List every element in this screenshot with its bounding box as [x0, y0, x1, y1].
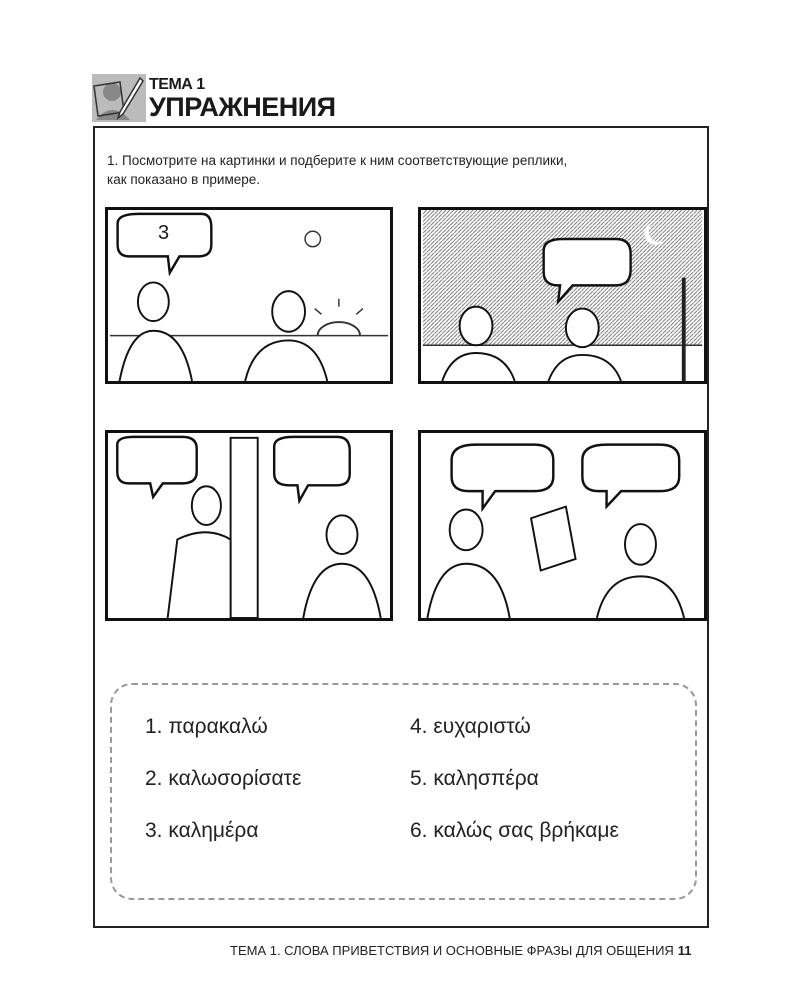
page-number: 11	[677, 943, 692, 958]
gift-scene-illustration	[421, 433, 704, 618]
answer-option: 2. καλωσορίσατε	[145, 767, 302, 790]
answer-option: 5. καλησπέρα	[410, 767, 539, 790]
comic-panel-morning	[105, 207, 393, 384]
instruction-line: 1. Посмотрите на картинки и подберите к ним соответствующие реплики,	[107, 153, 568, 168]
answer-option: 3. καλημέρα	[145, 819, 259, 842]
page-title: УПРАЖНЕНИЯ	[149, 92, 336, 122]
welcome-scene-illustration	[108, 433, 390, 618]
answer-options-box	[110, 683, 697, 900]
page-footer	[230, 943, 692, 958]
topic-label: ТЕМА 1	[149, 76, 205, 93]
answer-option: 4. ευχαριστώ	[410, 715, 531, 738]
morning-scene-illustration	[108, 210, 390, 381]
comic-panel-evening	[418, 207, 707, 384]
exercise-writing-icon	[90, 72, 148, 124]
comic-panel-welcome	[105, 430, 393, 621]
running-footer-text: ТЕМА 1. СЛОВА ПРИВЕТСТВИЯ И ОСНОВНЫЕ ФРАЗЫ ДЛЯ ОБЩЕНИЯ	[230, 943, 674, 958]
evening-scene-illustration	[421, 210, 704, 381]
answer-option: 6. καλώς σας βρήκαμε	[410, 819, 619, 842]
exercise-instruction	[107, 151, 567, 189]
comic-panel-gift	[418, 430, 707, 621]
instruction-line: как показано в примере.	[107, 172, 260, 187]
answer-option: 1. παρακαλώ	[145, 715, 268, 738]
bubble-answer[interactable]: 3	[158, 222, 170, 244]
